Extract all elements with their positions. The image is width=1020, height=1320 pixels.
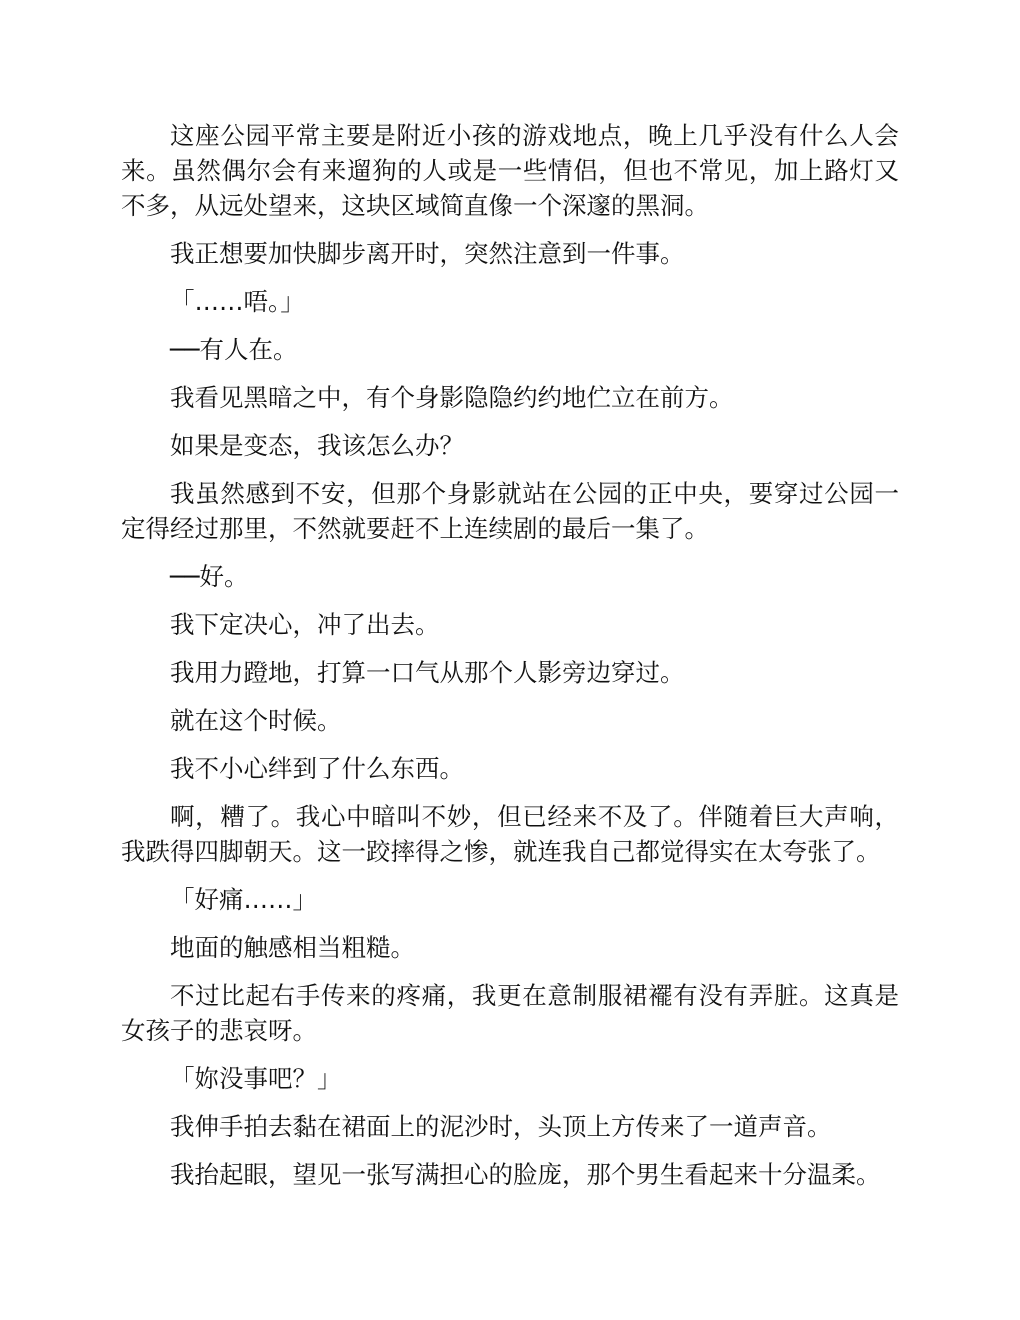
paragraph: ──有人在。 (170, 335, 298, 364)
paragraph: 不过比起右手传来的疼痛，我更在意制服裙襬有没有弄脏。这真是女孩子的悲哀呀。 (121, 981, 899, 1045)
paragraph: 「好痛……」 (170, 885, 317, 914)
paragraph: 我用力蹬地，打算一口气从那个人影旁边穿过。 (170, 658, 685, 687)
paragraph: 我不小心绊到了什么东西。 (170, 754, 464, 783)
paragraph: 啊，糟了。我心中暗叫不妙，但已经来不及了。伴随着巨大声响，我跌得四脚朝天。这一跤摔得之惨，就连我自己都觉得实在太夸张了。 (121, 802, 899, 866)
paragraph: 我看见黑暗之中，有个身影隐隐约约地伫立在前方。 (170, 383, 734, 412)
paragraph: 我伸手拍去黏在裙面上的泥沙时，头顶上方传来了一道声音。 (170, 1112, 832, 1141)
paragraph: 地面的触感相当粗糙。 (170, 933, 415, 962)
paragraph: 我虽然感到不安，但那个身影就站在公园的正中央，要穿过公园一定得经过那里，不然就要赶不上连续剧的最后一集了。 (121, 479, 899, 543)
paragraph: 「妳没事吧？」 (170, 1064, 342, 1093)
document-body (121, 118, 899, 1205)
paragraph: 我正想要加快脚步离开时，突然注意到一件事。 (170, 239, 685, 268)
paragraph: 这座公园平常主要是附近小孩的游戏地点，晚上几乎没有什么人会来。虽然偶尔会有来遛狗的人或是一些情侣，但也不常见，加上路灯又不多，从远处望来，这块区域简直像一个深邃的黑洞。 (121, 121, 899, 220)
paragraph: 如果是变态，我该怎么办？ (170, 431, 464, 460)
paragraph: 就在这个时候。 (170, 706, 342, 735)
paragraph: 「……唔。」 (170, 287, 305, 316)
paragraph: 我下定决心，冲了出去。 (170, 610, 440, 639)
paragraph: 我抬起眼，望见一张写满担心的脸庞，那个男生看起来十分温柔。 (170, 1160, 881, 1189)
paragraph: ──好。 (170, 562, 249, 591)
